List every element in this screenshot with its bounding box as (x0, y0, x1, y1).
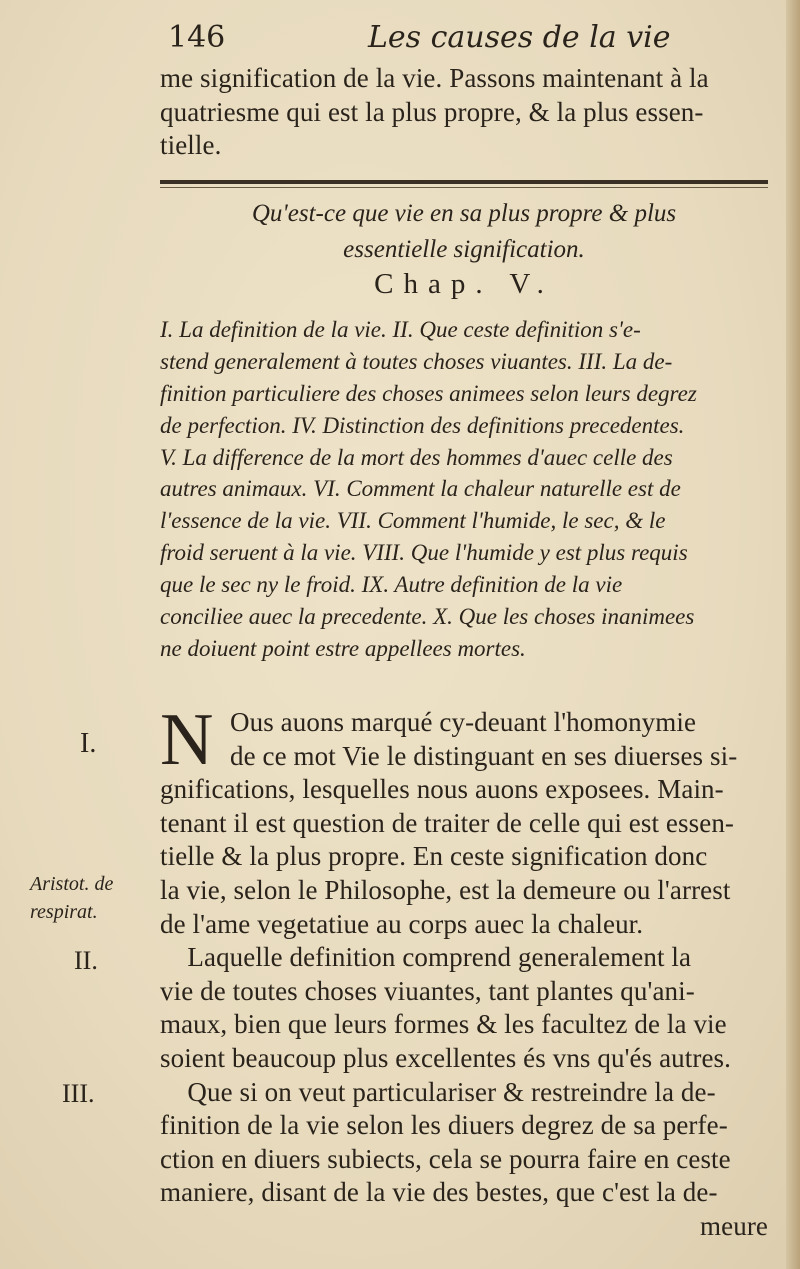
text-line: finition de la vie selon les diuers degrez de sa perfe- (160, 1110, 728, 1141)
text-line: maniere, disant de la vie des bestes, que c'est la de- (160, 1177, 718, 1208)
running-title: Les causes de la vie (368, 20, 671, 55)
page-number: 146 (168, 20, 226, 55)
margin-note-2: II. (74, 946, 98, 975)
summary-line: que le sec ny le froid. IX. Autre definition de la vie (160, 572, 623, 598)
section-rule-thin (160, 187, 768, 188)
summary-line: V. La difference de la mort des hommes d'auec celle des (160, 444, 673, 470)
text-line: de ce mot Vie le distinguant en ses diuerses si- (230, 740, 738, 771)
text-line: Que si on veut particulariser & restreindre la de- (160, 1076, 716, 1107)
text-line: tielle & la plus propre. En ceste signification donc (160, 841, 708, 872)
text-line: ction en diuers subiects, cela se pourra faire en ceste (160, 1143, 731, 1174)
text-line: de l'ame vegetatiue au corps auec la chaleur. (160, 908, 644, 939)
chapter-title-line: Qu'est-ce que vie en sa plus propre & plus (251, 200, 677, 227)
summary-line: finition particuliere des choses animees selon leurs degrez (160, 380, 697, 406)
text-line: meure (700, 1210, 768, 1241)
text-line: quatriesme qui est la plus propre, & la plus essen- (160, 96, 704, 127)
margin-note-aristotle (30, 870, 155, 926)
text-line: Ous auons marqué cy-deuant l'homonymie (230, 707, 697, 737)
summary-line: froid seruent à la vie. VIII. Que l'humide y est plus requis (160, 540, 688, 566)
text-line: gnifications, lesquelles nous auons exposees. Main- (160, 774, 724, 805)
summary-line: ne doiuent point estre appellees mortes. (160, 635, 526, 661)
summary-line: autres animaux. VI. Comment la chaleur naturelle est de (160, 476, 681, 502)
text-line: tielle. (160, 130, 222, 161)
margin-note-1: I. (80, 728, 97, 759)
text-line: me signification de la vie. Passons maintenant à la (160, 63, 709, 93)
summary-line: de perfection. IV. Distinction des definitions precedentes. (160, 412, 685, 438)
chapter-title (160, 196, 768, 268)
text-line: Laquelle definition comprend generalement la (160, 942, 692, 973)
chapter-number: Chap. V. (374, 268, 554, 300)
text-line: tenant il est question de traiter de celle qui est essen- (160, 807, 735, 838)
summary-line: l'essence de la vie. VII. Comment l'humide, le sec, & le (160, 508, 666, 534)
summary-line: stend generalement à toutes choses viuantes. III. La de- (160, 348, 673, 374)
margin-note-line: respirat. (30, 901, 98, 923)
page-header (160, 18, 770, 58)
summary-line: I. La definition de la vie. II. Que ceste definition s'e- (160, 317, 641, 342)
chapter-summary (160, 314, 768, 665)
summary-line: conciliee auec la precedente. X. Que les choses inanimees (160, 604, 695, 630)
body-text (160, 699, 768, 1244)
text-line: soient beaucoup plus excellentes és vns qu'és autres. (160, 1042, 732, 1073)
text-line: maux, bien que leurs formes & les facultez de la vie (160, 1009, 727, 1040)
chapter-title-line: essentielle signification. (343, 236, 585, 263)
intro-paragraph (160, 62, 768, 163)
margin-note-3: III. (62, 1079, 95, 1108)
book-spine-shadow (786, 0, 800, 1269)
margin-note-line: Aristot. de (30, 873, 114, 895)
drop-capital: N (160, 699, 214, 781)
text-line: vie de toutes choses viuantes, tant plantes qu'ani- (160, 975, 695, 1006)
text-line: la vie, selon le Philosophe, est la demeure ou l'arrest (160, 874, 731, 905)
section-rule (160, 180, 768, 184)
